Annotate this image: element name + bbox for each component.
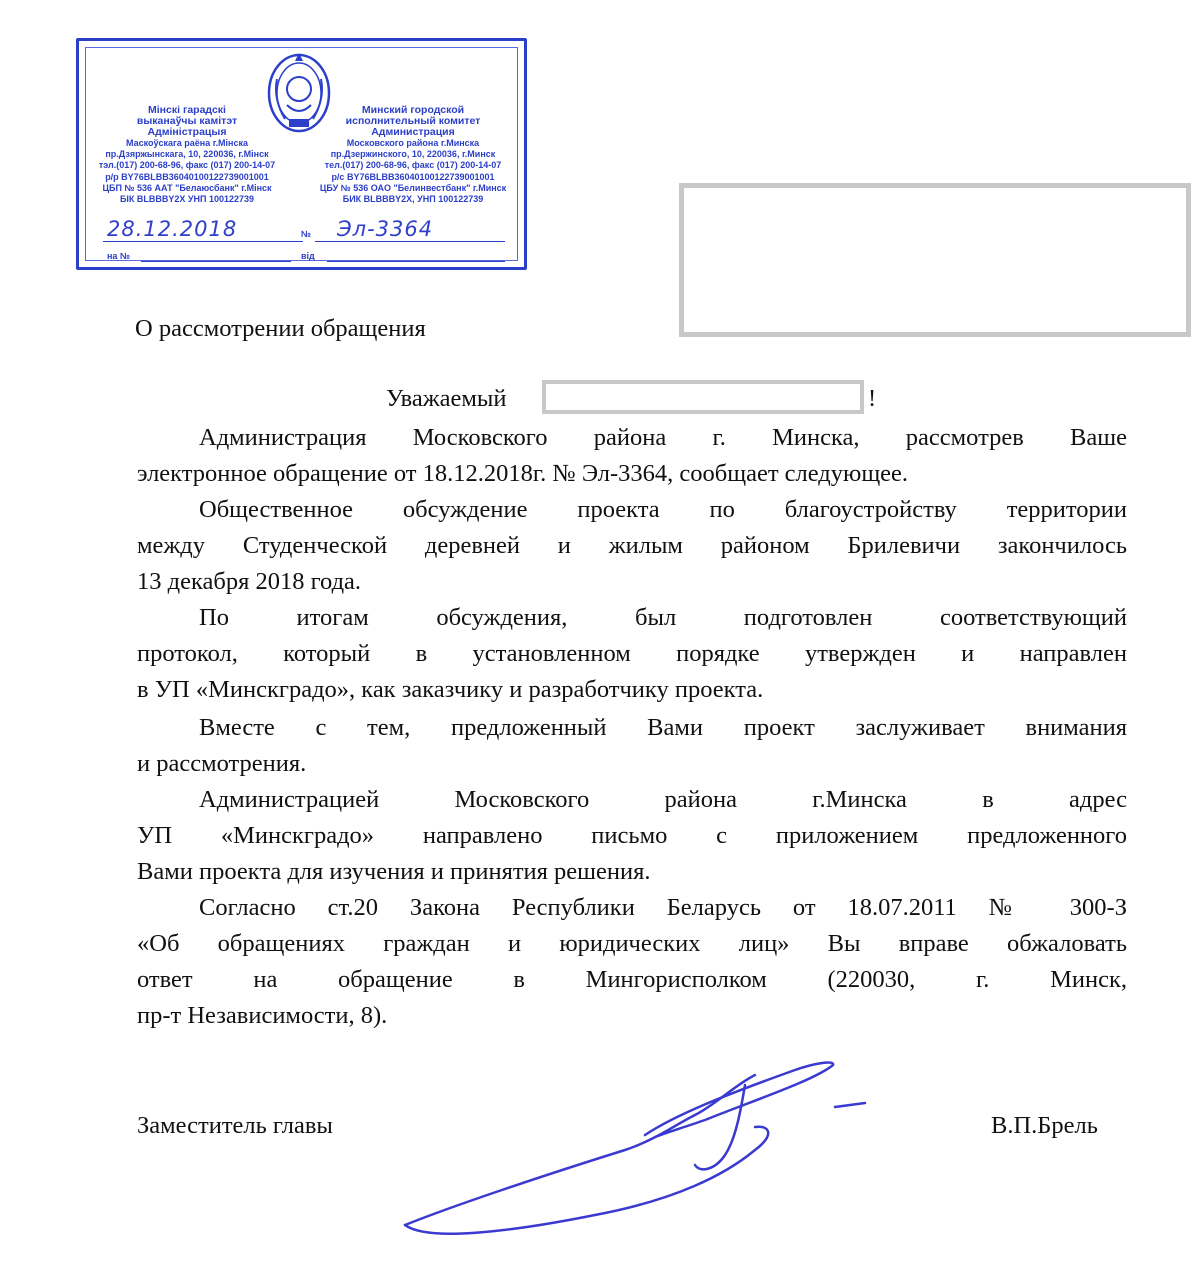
paragraph-line: и рассмотрения. [137, 750, 307, 777]
stamp-right-detail-4: ЦБУ № 536 ОАО "Белинвестбанк" г.Минск [319, 182, 507, 193]
stamp-bottom-line-left [141, 261, 291, 262]
paragraph-4 [137, 710, 1127, 782]
stamp-right-detail-1: пр.Дзержинского, 10, 220036, г.Минск [330, 149, 496, 160]
stamp-left-title-1: Мінскі гарадскі [148, 104, 226, 116]
stamp-left-title-3: Адміністрацыя [147, 126, 227, 138]
paragraph-line: протокол, который в установленном порядке утвержден и направлен [137, 640, 1127, 667]
redacted-recipient-block [679, 183, 1191, 337]
stamp-left-detail-4: ЦБП № 536 ААТ "Белаюсбанк" г.Мінск [102, 182, 272, 193]
greeting-exclamation: ! [868, 385, 877, 412]
paragraph-line: УП «Минскградо» направлено письмо с приложением предложенного [137, 822, 1127, 849]
stamp-left-detail-2: тэл.(017) 200-68-96, факс (017) 200-14-07 [98, 160, 276, 171]
stamp-right-title-2: исполнительный комитет [345, 115, 481, 127]
signatory-title: Заместитель главы [137, 1112, 333, 1139]
paragraph-line: Вместе с тем, предложенный Вами проект заслуживает внимания [199, 714, 1127, 741]
stamp-date-line [103, 241, 303, 242]
stamp-belarusian-text [81, 105, 293, 205]
stamp-russian-text [307, 105, 519, 205]
paragraph-1 [137, 420, 1127, 492]
signatory-name: В.П.Брель [991, 1112, 1098, 1139]
paragraph-line: По итогам обсуждения, был подготовлен соответствующий [199, 604, 1127, 631]
stamp-bottom-label-left: на № [107, 251, 130, 261]
paragraph-line: Администрация Московского района г. Минска, рассмотрев Ваше [199, 424, 1127, 451]
paragraph-line: ответ на обращение в Мингорисполком (220030, г. Минск, [137, 966, 1127, 993]
paragraph-line: Согласно ст.20 Закона Республики Беларусь от 18.07.2011 № 300-З [199, 894, 1127, 921]
stamp-left-title-4: Маскоўскага раёна г.Мінска [125, 138, 249, 148]
paragraph-2 [137, 492, 1127, 600]
stamp-number-label: № [301, 229, 312, 239]
paragraph-line: Вами проекта для изучения и принятия решения. [137, 858, 651, 885]
paragraph-line: «Об обращениях граждан и юридических лиц» Вы вправе обжаловать [137, 930, 1127, 957]
stamp-left-title-2: выканаўчы камітэт [136, 115, 238, 127]
greeting: Уважаемый [386, 385, 507, 412]
stamp-handwritten-number: Эл-3364 [337, 217, 434, 241]
stamp-right-title-3: Администрация [371, 126, 455, 138]
stamp-right-title-4: Московского района г.Минска [346, 138, 480, 148]
paragraph-6 [137, 890, 1127, 1034]
paragraph-line: в УП «Минскградо», как заказчику и разработчику проекта. [137, 676, 764, 703]
paragraph-line: Общественное обсуждение проекта по благоустройству территории [199, 496, 1127, 523]
paragraph-line: электронное обращение от 18.12.2018г. № Эл-3364, сообщает следующее. [137, 460, 909, 487]
stamp-right-detail-2: тел.(017) 200-68-96, факс (017) 200-14-07 [324, 160, 502, 171]
official-stamp [76, 38, 527, 270]
stamp-left-detail-3: р/р BY76BLBB36040100122739001001 [105, 171, 269, 182]
paragraph-line: между Студенческой деревней и жилым районом Брилевичи закончилось [137, 532, 1127, 559]
stamp-bottom-line-right [327, 261, 505, 262]
stamp-left-detail-1: пр.Дзяржынскага, 10, 220036, г.Мінск [105, 149, 269, 160]
paragraph-line: пр-т Независимости, 8). [137, 1002, 388, 1029]
stamp-right-detail-5: БИК BLBBBY2X, УНП 100122739 [342, 194, 484, 205]
paragraph-line: 13 декабря 2018 года. [137, 568, 362, 595]
handwritten-signature [395, 1055, 875, 1245]
paragraph-3 [137, 600, 1127, 708]
stamp-right-title-1: Минский городской [361, 104, 465, 116]
stamp-handwritten-date: 28.12.2018 [107, 217, 238, 241]
letter-subject: О рассмотрении обращения [135, 315, 426, 342]
paragraph-line: Администрацией Московского района г.Минска в адрес [199, 786, 1127, 813]
stamp-number-line [315, 241, 505, 242]
redacted-recipient-name [542, 380, 864, 414]
stamp-left-detail-5: БІК BLBBBY2X УНП 100122739 [119, 194, 255, 205]
stamp-bottom-label-right: від [301, 251, 315, 261]
stamp-right-detail-3: р/с BY76BLBB36040100122739001001 [331, 171, 495, 182]
paragraph-5 [137, 782, 1127, 890]
